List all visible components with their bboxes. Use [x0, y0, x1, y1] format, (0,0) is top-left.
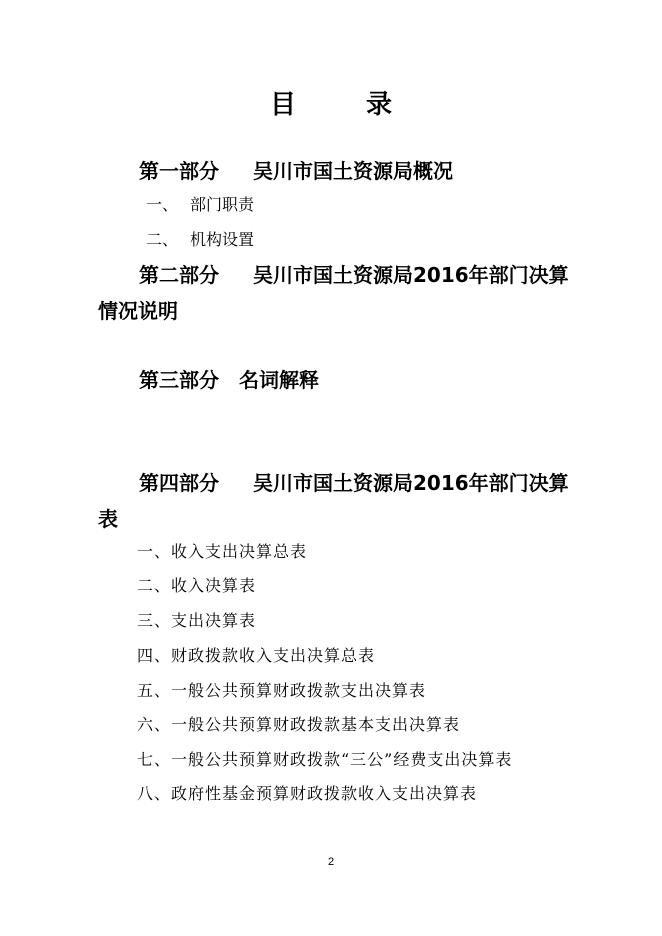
toc-part-3: [139, 364, 319, 393]
sub-text: 机构设置: [190, 230, 255, 249]
part-label: 第一部分: [139, 159, 219, 183]
toc-part-4: [139, 467, 569, 496]
toc-part-1: [139, 155, 453, 184]
toc-list-item: 五、一般公共预算财政拨款支出决算表: [137, 681, 427, 700]
title-left: 目: [269, 90, 296, 120]
toc-part-2: [139, 259, 569, 288]
part-label: 第二部分: [139, 263, 219, 287]
part-label: 第三部分: [139, 368, 219, 392]
sub-text: 部门职责: [190, 195, 255, 214]
title-right: 录: [366, 90, 393, 120]
part-label: 第四部分: [139, 471, 219, 495]
page-title: [0, 84, 662, 121]
sub-number: 二、: [146, 230, 179, 249]
part-name: 吴川市国土资源局概况: [253, 159, 453, 183]
toc-list-item: 七、一般公共预算财政拨款“三公”经费支出决算表: [137, 750, 513, 769]
toc-list-item: 三、支出决算表: [137, 611, 257, 630]
toc-sub-item: [146, 192, 254, 215]
part-name: 吴川市国土资源局2016年部门决算: [253, 263, 569, 287]
toc-list-item: 二、收入决算表: [137, 576, 257, 595]
part-name: 名词解释: [239, 368, 319, 392]
part-name: 吴川市国土资源局2016年部门决算: [253, 471, 569, 495]
toc-list-item: 一、收入支出决算总表: [137, 542, 308, 561]
toc-list-item: 八、政府性基金预算财政拨款收入支出决算表: [137, 784, 478, 803]
toc-list-item: 六、一般公共预算财政拨款基本支出决算表: [137, 715, 461, 734]
toc-list-item: 四、财政拨款收入支出决算总表: [137, 646, 376, 665]
part-name-continuation: 情况说明: [98, 299, 178, 323]
sub-number: 一、: [146, 195, 179, 214]
toc-sub-item: [146, 227, 254, 250]
part-name-continuation: 表: [98, 507, 118, 531]
page-number: 2: [327, 856, 335, 868]
